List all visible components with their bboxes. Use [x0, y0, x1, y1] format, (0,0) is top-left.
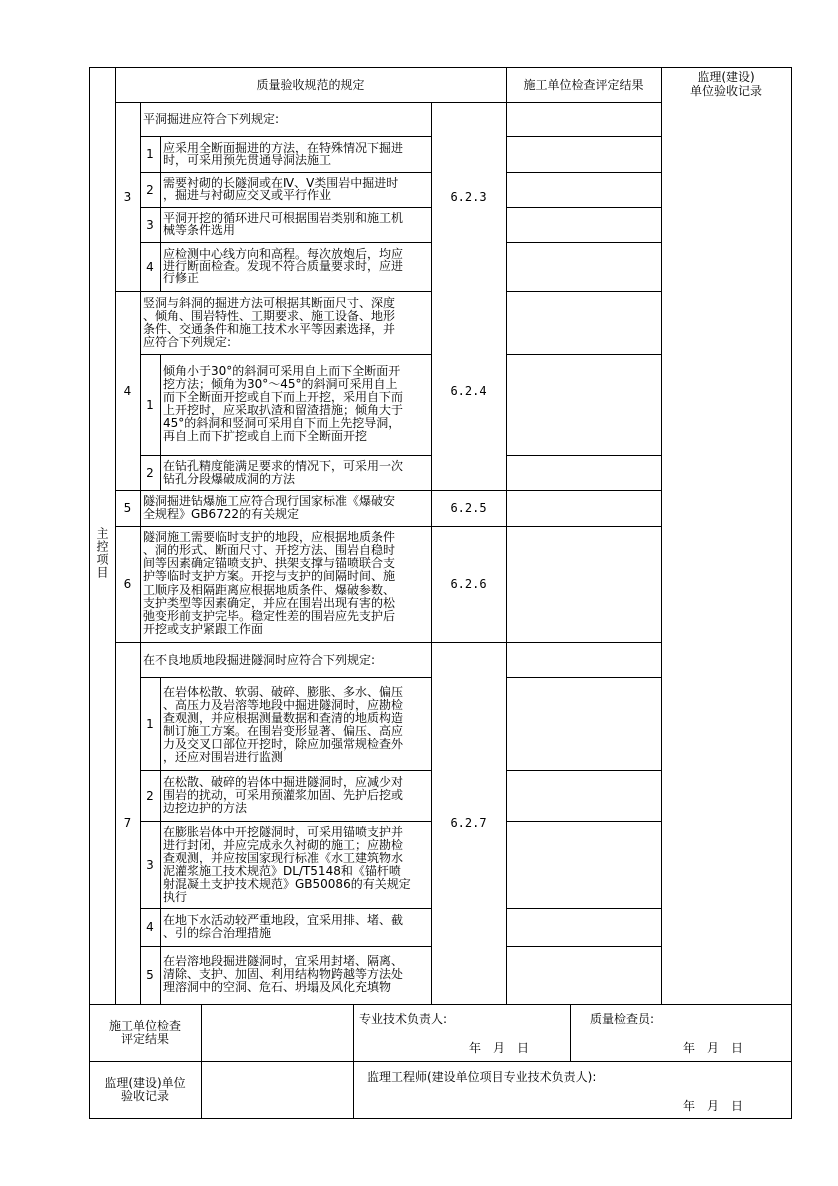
- sub-text: 在岩溶地段掘进隧洞时，宜采用封堵、隔离、: [163, 954, 404, 968]
- sub-number: 4: [146, 920, 154, 934]
- header-supervision-line2: 单位验收记录: [689, 84, 762, 98]
- item-text: 支护类型等因素确定，并应在围岩出现有害的松: [143, 596, 396, 610]
- sub-text: 查观测，并应根据测量数据和查清的地质构造: [163, 711, 404, 725]
- sub-text: 而下全断面开挖或自下而上开挖，采用自下而: [163, 390, 404, 404]
- sub-text: 查观测，并应按国家现行标准《水工建筑物水: [163, 851, 404, 865]
- sub-text: 在膨胀岩体中开挖隧洞时，可采用锚喷支护并: [163, 825, 404, 839]
- clause-code: 6.2.6: [450, 577, 487, 591]
- rule-h-result: [506, 821, 661, 822]
- sub-text: 在松散、破碎的岩体中掘进隧洞时，应减少对: [163, 775, 404, 789]
- rule-h: [140, 354, 431, 355]
- signature-date: 年 月 日: [683, 1099, 744, 1113]
- sub-text: 械等条件选用: [163, 223, 236, 237]
- sub-text: 挖方法；倾角为30°～45°的斜洞可采用自上: [163, 377, 398, 391]
- sub-text: 力及交叉口部位开挖时，除应加强常规检查外: [163, 737, 404, 751]
- clause-code: 6.2.3: [450, 189, 487, 204]
- sub-text: 围岩的扰动，可采用预灌浆加固、先护后挖或: [163, 788, 404, 802]
- item-intro: 条件、交通条件和施工技术水平等因素选择，并: [143, 322, 396, 336]
- sub-text: ，掘进与衬砌应交叉或平行作业: [163, 188, 332, 202]
- clause-code: 6.2.5: [450, 501, 487, 515]
- item-text: 间等因素确定锚喷支护、拱架支撑与锚喷联合支: [143, 556, 396, 570]
- item-number: 5: [123, 501, 132, 515]
- section-label-cell: [89, 102, 115, 1004]
- sub-text: 再自上而下扩挖或自上而下全断面开挖: [163, 429, 368, 443]
- item-text: 弛变形前支护完毕。稳定性差的围岩应先支护后: [143, 609, 396, 623]
- sub-number: 5: [146, 968, 154, 982]
- rule-h: [140, 242, 431, 243]
- rule-h-footer: [89, 1004, 792, 1005]
- sub-text: 在地下水活动较严重地段，宜采用排、堵、截: [163, 913, 404, 927]
- sub-text: 上开挖时，应采取扒渣和留渣措施；倾角大于: [163, 403, 404, 417]
- sub-number: 3: [146, 217, 154, 232]
- item-text: 护等临时支护方案。开挖与支护的间隔时间、施: [143, 569, 396, 583]
- rule-h-result: [506, 291, 661, 292]
- sub-text: 45°的斜洞和竖洞可采用自下而上先挖导洞，: [163, 416, 401, 430]
- header-supervision-line1: 监理(建设): [697, 70, 755, 84]
- clause-code: 6.2.7: [450, 816, 487, 830]
- rule-h-result: [506, 207, 661, 208]
- item-text: 隧洞施工需要临时支护的地段，应根据地质条件: [143, 530, 396, 544]
- item-number: 3: [123, 189, 132, 204]
- rule-h-result: [506, 770, 661, 771]
- sub-number: 3: [146, 857, 154, 872]
- sub-text: 进行封闭，并应完成永久衬砌的施工；应勘检: [163, 838, 404, 852]
- rule-h: [140, 770, 431, 771]
- sub-text: 需要衬砌的长隧洞或在Ⅳ、Ⅴ类围岩中掘进时: [163, 176, 399, 190]
- sub-number: 4: [146, 259, 154, 274]
- sub-text: 制订施工方案。在围岩变形显著、偏压、高应: [163, 724, 404, 738]
- item-intro: 平洞掘进应符合下列规定:: [143, 112, 280, 126]
- sub-text: 时，可采用预先贯通导洞法施工: [163, 153, 332, 167]
- engineer-label: 监理工程师(建设单位项目专业技术负责人):: [367, 1070, 597, 1084]
- rule-h-result: [506, 908, 661, 909]
- rule-h-result: [506, 242, 661, 243]
- sub-text: 钻孔分段爆破成洞的方法: [163, 472, 296, 486]
- sub-number: 2: [146, 182, 154, 197]
- item-number: 6: [123, 577, 132, 591]
- sub-text: 边挖边护的方法: [163, 801, 248, 815]
- rule-h-footer: [89, 1061, 792, 1062]
- rule-h: [115, 291, 431, 292]
- sub-text: 平洞开挖的循环进尺可根据围岩类别和施工机: [163, 211, 404, 225]
- footer-supervision-label-line1: 监理(建设)单位: [104, 1076, 186, 1090]
- rule-h: [140, 455, 431, 456]
- sub-number: 1: [146, 147, 154, 161]
- sub-text: 在岩体松散、软弱、破碎、膨胀、多水、偏压: [163, 685, 404, 699]
- rule-h: [115, 490, 431, 491]
- rule-v-subno-7: [160, 677, 161, 1004]
- item-text: 隧洞掘进钻爆施工应符合现行国家标准《爆破安: [143, 494, 396, 508]
- sub-text: 行修正: [163, 271, 200, 285]
- rule-v-supervision: [661, 67, 662, 1004]
- rule-h-result: [506, 455, 661, 456]
- rule-h-result: [506, 946, 661, 947]
- section-label: 主控项目: [95, 527, 109, 579]
- sub-text: 、引的综合治理措施: [163, 926, 272, 940]
- footer-supervision-label-line2: 验收记录: [120, 1089, 169, 1103]
- sub-number: 1: [146, 716, 154, 731]
- signature-date: 年 月 日: [683, 1041, 744, 1055]
- rule-h: [140, 136, 431, 137]
- tech-lead-label: 专业技术负责人:: [359, 1012, 448, 1026]
- sub-text: 清除、支护、加固、利用结构物跨越等方法处: [163, 967, 404, 981]
- item-intro: 应符合下列规定:: [143, 335, 232, 349]
- rule-v-footer: [353, 1004, 354, 1119]
- rule-h: [140, 821, 431, 822]
- rule-h-result: [506, 677, 661, 678]
- footer-construction-label-line1: 施工单位检查: [108, 1019, 181, 1033]
- sub-text: 应检测中心线方向和高程。每次放炮后，均应: [163, 247, 404, 261]
- sub-number: 2: [146, 788, 154, 803]
- rule-h-result: [506, 354, 661, 355]
- inspector-label: 质量检查员:: [590, 1012, 655, 1026]
- item-text: 、洞的形式、断面尺寸、开挖方法、围岩自稳时: [143, 543, 396, 557]
- sub-text: 理溶洞中的空洞、危石、坍塌及风化充填物: [163, 980, 392, 994]
- rule-v-footer: [201, 1004, 202, 1119]
- rule-h: [140, 677, 431, 678]
- rule-v-footer: [570, 1004, 571, 1061]
- item-number: 4: [123, 383, 132, 398]
- item-intro: 在不良地质地段掘进隧洞时应符合下列规定:: [143, 652, 376, 667]
- item-intro: 、倾角、围岩特性、工期要求、施工设备、地形: [143, 309, 396, 323]
- sub-text: 泥灌浆施工技术规范》DL/T5148和《锚杆喷: [163, 864, 401, 878]
- rule-h: [140, 946, 431, 947]
- sub-text: ，还应对围岩进行监测: [163, 750, 284, 764]
- item-text: 工顺序及相隔距离应根据地质条件、爆破参数、: [143, 583, 396, 597]
- sub-number: 2: [146, 465, 154, 480]
- item-number: 7: [123, 816, 132, 830]
- footer-construction-label-line2: 评定结果: [120, 1032, 169, 1046]
- sub-text: 应采用全断面掘进的方法，在特殊情况下掘进: [163, 141, 404, 155]
- sub-text: 倾角小于30°的斜洞可采用自上而下全断面开: [163, 364, 401, 378]
- header-result: 施工单位检查评定结果: [523, 77, 644, 92]
- rule-h: [140, 207, 431, 208]
- rule-h: [140, 908, 431, 909]
- rule-h: [115, 526, 431, 527]
- item-intro: 竖洞与斜洞的掘进方法可根据其断面尺寸、深度: [143, 296, 396, 310]
- sub-text: 在钻孔精度能满足要求的情况下，可采用一次: [163, 459, 404, 473]
- sub-text: 执行: [163, 890, 188, 904]
- rule-h-result: [506, 172, 661, 173]
- signature-date: 年 月 日: [469, 1041, 530, 1055]
- header-spec: 质量验收规范的规定: [256, 77, 365, 92]
- rule-v-subno-3: [160, 136, 161, 291]
- sub-text: 进行断面检查。发现不符合质量要求时，应进: [163, 259, 404, 273]
- clause-code: 6.2.4: [450, 383, 487, 398]
- item-text: 全规程》GB6722的有关规定: [143, 507, 300, 521]
- rule-h: [140, 172, 431, 173]
- sub-text: 、高压力及岩溶等地段中掘进隧洞时，应勘检: [163, 698, 404, 712]
- sub-number: 1: [146, 397, 154, 412]
- rule-h-result: [506, 136, 661, 137]
- rule-v-subno-4: [160, 354, 161, 490]
- border-right: [791, 67, 792, 1119]
- sub-text: 射混凝土支护技术规范》GB50086的有关规定: [163, 877, 411, 891]
- border-bottom: [89, 1118, 792, 1119]
- item-text: 开挖或支护紧跟工作面: [143, 622, 264, 636]
